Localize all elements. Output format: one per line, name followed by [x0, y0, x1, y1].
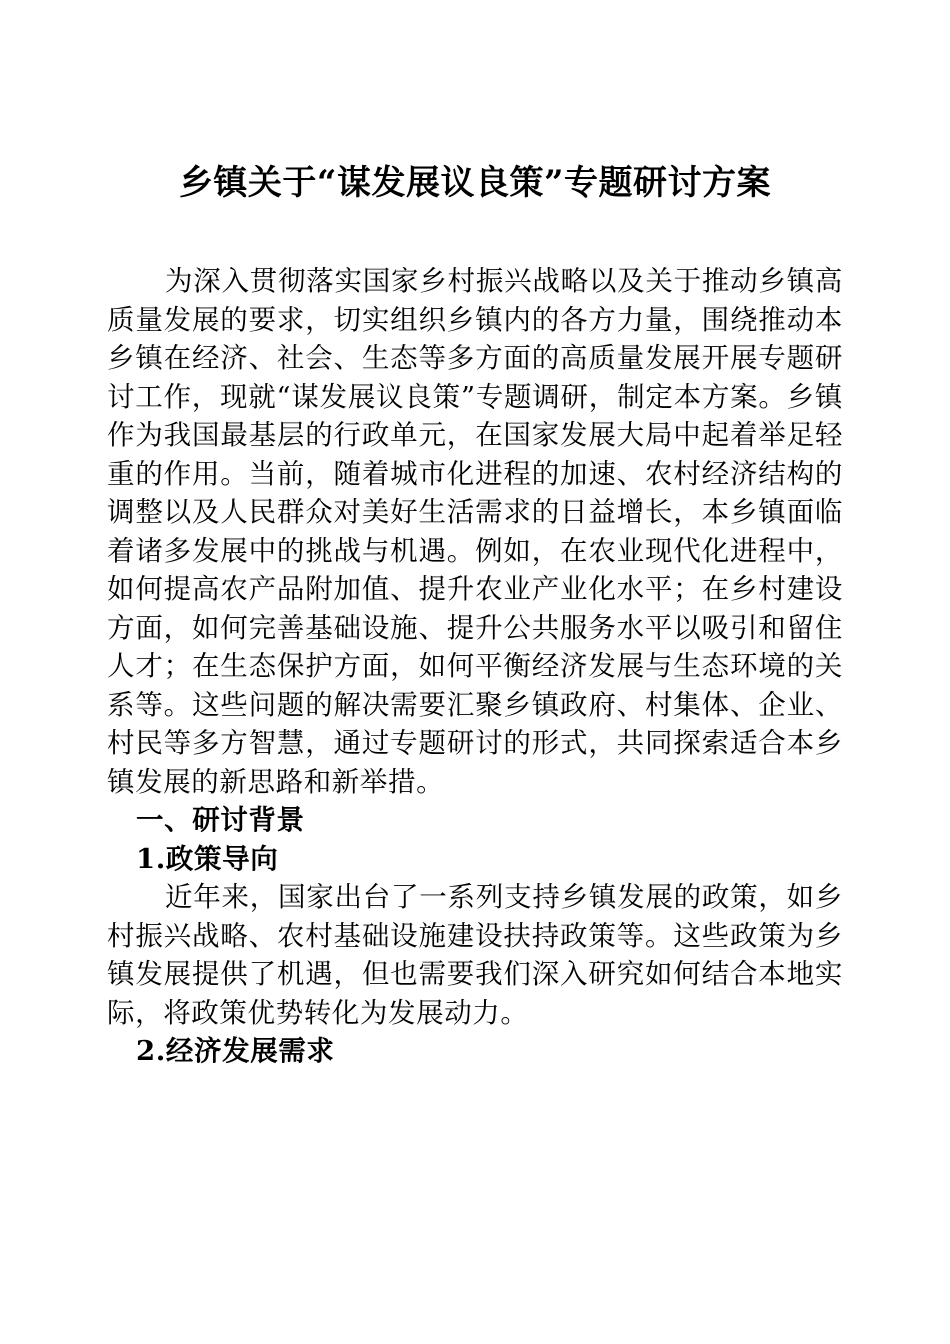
intro-paragraph: 为深入贯彻落实国家乡村振兴战略以及关于推动乡镇高质量发展的要求，切实组织乡镇内的各方力量，围绕推动本乡镇在经济、社会、生态等多方面的高质量发展开展专题研讨工作，现就“谋发展议良策”专题调研，制定本方案。乡镇作为我国最基层的行政单元，在国家发展大局中起着举足轻重的作用。当前，随着城市化进程的加速、农村经济结构的调整以及人民群众对美好生活需求的日益增长，本乡镇面临着诸多发展中的挑战与机遇。例如，在农业现代化进程中，如何提高农产品附加值、提升农业产业化水平；在乡村建设方面，如何完善基础设施、提升公共服务水平以吸引和留住人才；在生态保护方面，如何平衡经济发展与生态环境的关系等。这些问题的解决需要汇聚乡镇政府、村集体、企业、村民等多方智慧，通过专题研讨的形式，共同探索适合本乡镇发展的新思路和新举措。 — [107, 265, 843, 798]
paragraph-policy-orientation: 近年来，国家出台了一系列支持乡镇发展的政策，如乡村振兴战略、农村基础设施建设扶持政策等。这些政策为乡镇发展提供了机遇，但也需要我们深入研究如何结合本地实际，将政策优势转化为发展动力。 — [107, 881, 843, 1029]
subsection-heading-economic-development-demand: 2.经济发展需求 — [136, 1035, 335, 1067]
subsection-heading-policy-orientation: 1.政策导向 — [136, 842, 279, 875]
document-content-column — [107, 0, 843, 1071]
section-heading-research-background: 一、研讨背景 — [136, 804, 305, 836]
page-title: 乡镇关于“谋发展议良策”专题研讨方案 — [178, 163, 772, 203]
